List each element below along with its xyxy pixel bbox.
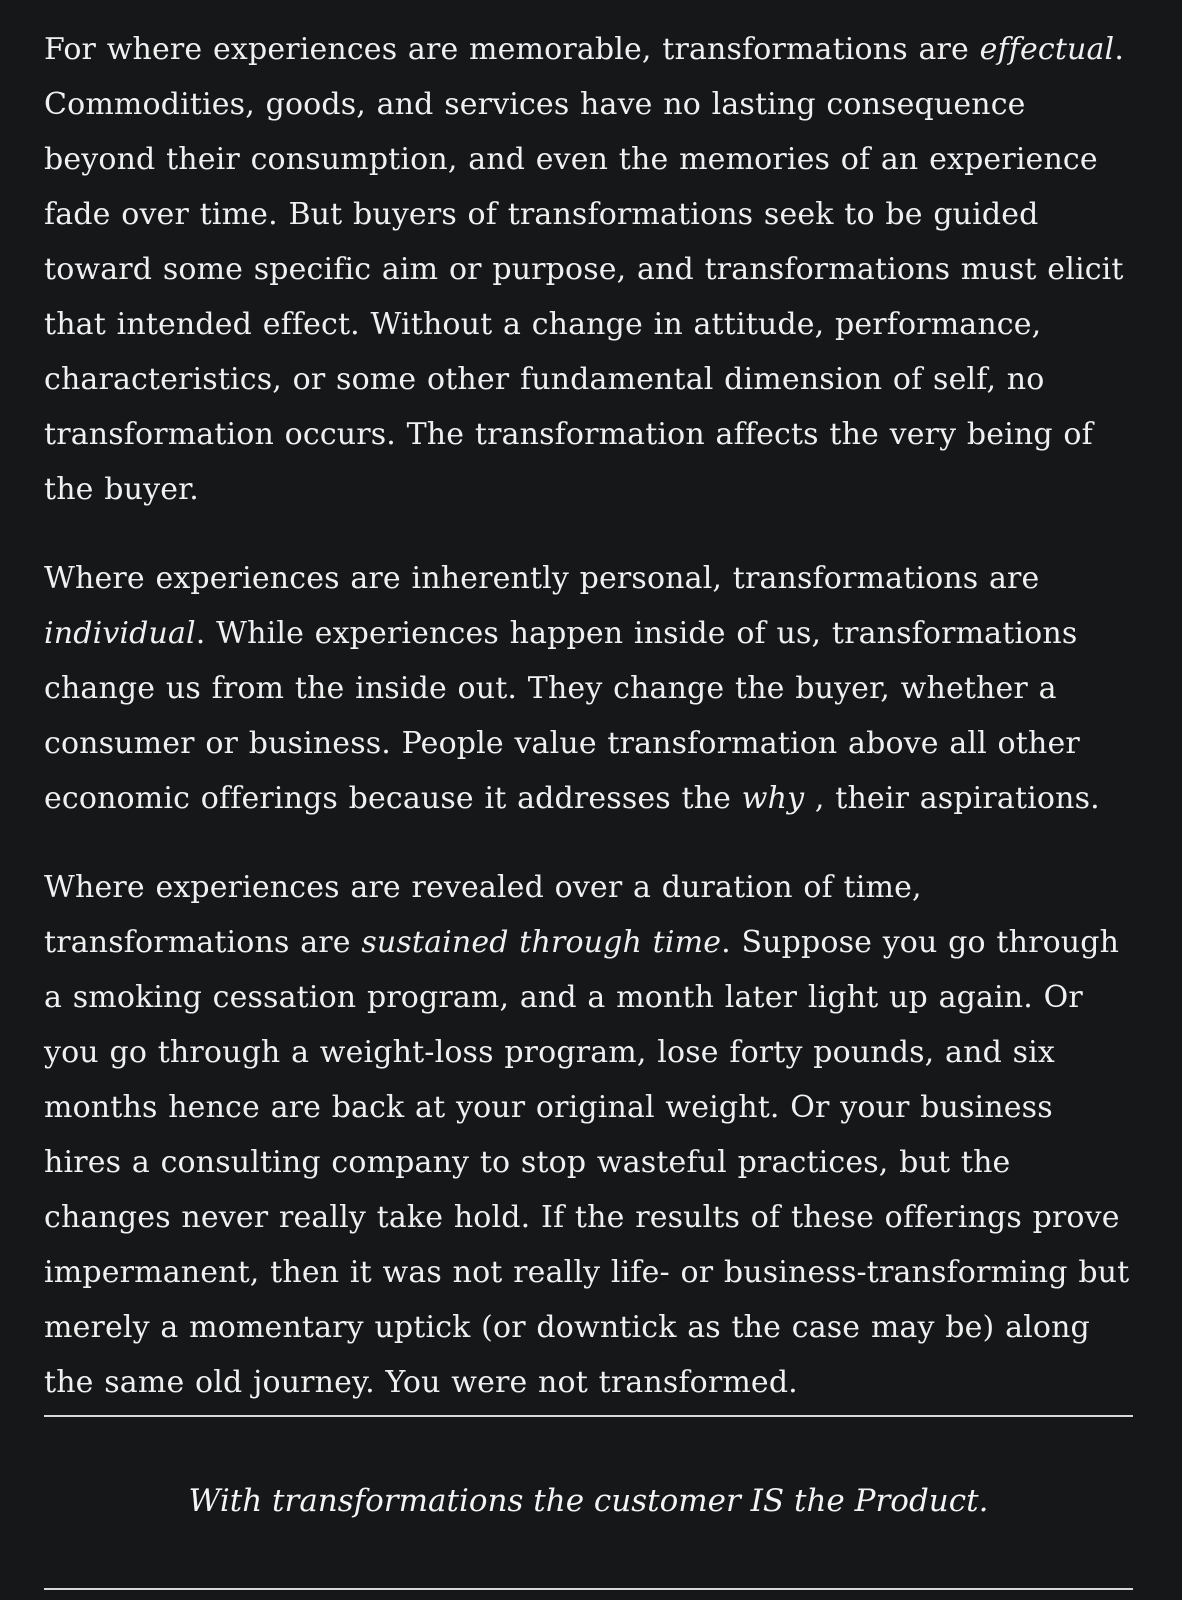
paragraph-individual — [44, 551, 1134, 826]
emphasis-individual: individual — [44, 616, 196, 651]
emphasis-why: why — [741, 781, 805, 816]
paragraph-text: Where experiences are revealed over a duration of time, transformations are — [44, 870, 922, 960]
paragraph-text: . Suppose you go through a smoking cessation program, and a month later light up again. Or you go through a weight-loss program, lose forty pounds, and six months hence are back at your original weight. Or your business hires a consulting company to stop wasteful practices, but the changes never really take hold. If the results of these offerings prove impermanent, then it was not really life- or business-transforming but merely a momentary uptick (or downtick as the case may be) along the same old journey. You were not transformed. — [44, 925, 1130, 1400]
paragraph-effectual — [44, 22, 1134, 517]
emphasis-sustained-through-time: sustained through time — [361, 925, 722, 960]
paragraph-text: . Commodities, goods, and services have no lasting consequence beyond their consumption, and even the memories of an experience fade over time. But buyers of transformations seek to be guided toward some specific aim or purpose, and transformations must elicit that intended effect. Without a change in attitude, performance, characteristics, or some other fundamental dimension of self, no transformation occurs. The transformation affects the very being of the buyer. — [44, 32, 1124, 507]
pullquote: With transformations the customer IS the Product. — [188, 1483, 989, 1519]
paragraph-text: . While experiences happen inside of us, transformations change us from the inside out. They change the buyer, whether a consumer or business. People value transformation above all other economic offerings because it addresses the — [44, 616, 1080, 816]
paragraph-sustained — [44, 860, 1134, 1410]
paragraph-text: Where experiences are inherently personal, transformations are — [44, 561, 1040, 596]
emphasis-effectual: effectual — [979, 32, 1115, 67]
paragraph-text: , their aspirations. — [804, 781, 1100, 816]
divider-bottom — [44, 1588, 1133, 1590]
divider-top — [44, 1415, 1133, 1417]
paragraph-text: For where experiences are memorable, transformations are — [44, 32, 980, 67]
